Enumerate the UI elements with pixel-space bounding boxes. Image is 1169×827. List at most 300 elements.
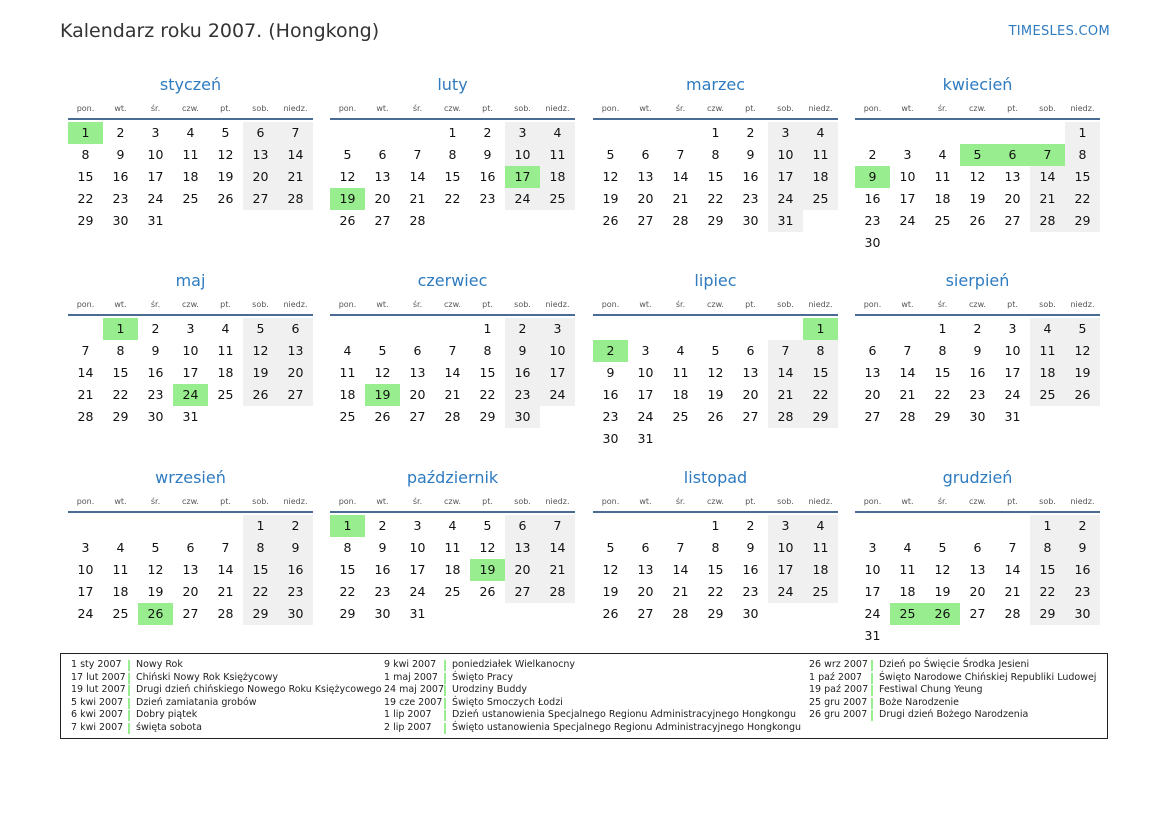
empty-cell [68, 318, 103, 340]
day-cell: 14 [672, 562, 689, 577]
weekday-label: sob. [252, 103, 269, 113]
day-cell: 22 [1030, 581, 1065, 603]
day-cell: 20 [505, 559, 540, 581]
empty-cell [925, 122, 960, 144]
holiday-day-cell: 6 [995, 144, 1030, 166]
week-row [593, 515, 838, 537]
weekday-label: czw. [969, 299, 986, 309]
empty-cell [803, 210, 838, 232]
day-cell: 8 [243, 537, 278, 559]
day-cell: 22 [243, 581, 278, 603]
day-cell: 11 [899, 562, 916, 577]
day-cell: 8 [803, 340, 838, 362]
weekday-label: śr. [937, 496, 948, 506]
day-cell: 1 [448, 125, 457, 140]
holiday-day-cell: 19 [330, 188, 365, 210]
day-cell: 10 [637, 365, 654, 380]
empty-cell [208, 210, 243, 232]
header-rule [330, 118, 575, 120]
weekday-label: niedz. [283, 496, 308, 506]
day-cell: 8 [483, 343, 492, 358]
day-cell: 21 [278, 166, 313, 188]
day-cell: 14 [409, 169, 426, 184]
day-cell: 2 [278, 515, 313, 537]
day-cell: 11 [540, 144, 575, 166]
empty-cell [925, 232, 960, 254]
day-cell: 7 [676, 147, 685, 162]
day-cell: 14 [444, 365, 461, 380]
day-cell: 30 [505, 406, 540, 428]
day-cell: 28 [672, 606, 689, 621]
day-cell: 17 [637, 387, 654, 402]
day-cell: 4 [186, 125, 195, 140]
day-cell: 24 [899, 213, 916, 228]
week-row [593, 559, 838, 581]
weekday-label: niedz. [1070, 299, 1095, 309]
week-row [855, 166, 1100, 188]
legend-name: Święto Narodowe Chińskiej Republiki Ludowej [879, 671, 1097, 683]
legend-date: 1 maj 2007 [384, 671, 438, 683]
day-cell: 15 [112, 365, 129, 380]
holiday-day-cell: 9 [855, 166, 890, 188]
day-cell: 28 [409, 213, 426, 228]
day-cell: 1 [1030, 515, 1065, 537]
legend-name: Święto Pracy [452, 671, 513, 683]
day-cell: 26 [217, 191, 234, 206]
empty-cell [435, 318, 470, 340]
day-cell: 21 [1030, 188, 1065, 210]
day-cell: 4 [938, 147, 947, 162]
weekday-label: sob. [777, 299, 794, 309]
day-cell: 5 [221, 125, 230, 140]
empty-cell [768, 603, 803, 625]
day-cell: 19 [1065, 362, 1100, 384]
day-cell: 16 [969, 365, 986, 380]
day-cell: 5 [243, 318, 278, 340]
day-cell: 11 [1030, 340, 1065, 362]
day-cell: 23 [742, 191, 759, 206]
day-cell: 22 [707, 584, 724, 599]
weekday-label: pt. [745, 496, 756, 506]
holiday-day-cell: 1 [330, 515, 365, 537]
day-cell: 17 [409, 562, 426, 577]
day-cell: 14 [672, 169, 689, 184]
legend-date: 5 kwi 2007 [71, 696, 124, 708]
legend-item [809, 659, 1096, 672]
week-row [68, 210, 313, 232]
week-row [855, 122, 1100, 144]
day-cell: 13 [409, 365, 426, 380]
week-row [855, 340, 1100, 362]
day-cell: 22 [77, 191, 94, 206]
day-cell: 17 [182, 365, 199, 380]
header-rule [68, 118, 313, 120]
day-cell: 24 [505, 188, 540, 210]
day-cell: 23 [1065, 581, 1100, 603]
day-cell: 13 [637, 562, 654, 577]
day-cell: 25 [803, 188, 838, 210]
weekday-label: sob. [252, 299, 269, 309]
day-cell: 27 [742, 409, 759, 424]
empty-cell [890, 122, 925, 144]
day-cell: 31 [409, 606, 426, 621]
header-rule [330, 314, 575, 316]
day-cell: 22 [1065, 188, 1100, 210]
day-cell: 8 [81, 147, 90, 162]
weekday-label: pt. [1007, 103, 1018, 113]
week-row [593, 318, 838, 340]
day-cell: 12 [602, 562, 619, 577]
day-cell: 20 [1004, 191, 1021, 206]
legend-marker [871, 710, 873, 721]
weekday-header [330, 294, 575, 314]
weekday-label: niedz. [808, 103, 833, 113]
day-cell: 23 [602, 409, 619, 424]
weekday-header [855, 491, 1100, 511]
month-8 [855, 268, 1100, 428]
day-cell: 16 [278, 559, 313, 581]
day-cell: 8 [343, 540, 352, 555]
legend-marker [871, 698, 873, 709]
day-cell: 16 [602, 387, 619, 402]
day-cell: 30 [602, 431, 619, 446]
day-cell: 7 [81, 343, 90, 358]
empty-cell [855, 318, 890, 340]
day-cell: 25 [444, 584, 461, 599]
day-cell: 8 [938, 343, 947, 358]
day-cell: 21 [1004, 584, 1021, 599]
empty-cell [995, 625, 1030, 647]
day-cell: 16 [1065, 559, 1100, 581]
day-cell: 3 [1008, 321, 1017, 336]
month-name: maj [175, 271, 206, 290]
week-row [593, 581, 838, 603]
weekday-label: wt. [376, 299, 389, 309]
header-rule [855, 314, 1100, 316]
day-cell: 19 [934, 584, 951, 599]
empty-cell [1065, 625, 1100, 647]
day-cell: 29 [1030, 603, 1065, 625]
weekday-label: niedz. [283, 299, 308, 309]
month-4 [855, 72, 1100, 254]
weekday-label: wt. [639, 299, 652, 309]
weekday-label: niedz. [545, 103, 570, 113]
weekday-label: wt. [114, 299, 127, 309]
week-row [855, 537, 1100, 559]
empty-cell [698, 318, 733, 340]
day-cell: 14 [77, 365, 94, 380]
day-cell: 3 [768, 515, 803, 537]
empty-cell [365, 318, 400, 340]
legend-name: Drugi dzień Bożego Narodzenia [879, 709, 1029, 721]
day-cell: 19 [243, 362, 278, 384]
empty-cell [995, 122, 1030, 144]
day-cell: 18 [182, 169, 199, 184]
weekday-label: niedz. [808, 496, 833, 506]
day-cell: 7 [278, 122, 313, 144]
day-cell: 17 [899, 191, 916, 206]
day-cell: 20 [742, 387, 759, 402]
day-cell: 10 [182, 343, 199, 358]
legend-name: Drugi dzień chińskiego Nowego Roku Księżycowego [136, 684, 382, 696]
day-cell: 21 [672, 191, 689, 206]
empty-cell [890, 625, 925, 647]
day-cell: 5 [711, 343, 720, 358]
empty-cell [505, 210, 540, 232]
legend-item [809, 697, 1096, 710]
day-cell: 3 [768, 122, 803, 144]
weekday-label: pt. [220, 299, 231, 309]
week-row [330, 210, 575, 232]
empty-cell [890, 318, 925, 340]
day-cell: 2 [483, 125, 492, 140]
day-cell: 17 [147, 169, 164, 184]
day-cell: 25 [934, 213, 951, 228]
day-cell: 3 [868, 540, 877, 555]
day-cell: 16 [479, 169, 496, 184]
weekday-label: wt. [639, 103, 652, 113]
day-cell: 15 [339, 562, 356, 577]
day-cell: 16 [864, 191, 881, 206]
empty-cell [628, 122, 663, 144]
day-cell: 14 [278, 144, 313, 166]
week-row [855, 559, 1100, 581]
weekday-label: sob. [1039, 299, 1056, 309]
day-cell: 10 [768, 144, 803, 166]
empty-cell [68, 515, 103, 537]
day-cell: 10 [864, 562, 881, 577]
weekday-label: pon. [338, 299, 357, 309]
day-cell: 21 [540, 559, 575, 581]
day-cell: 17 [540, 362, 575, 384]
day-cell: 20 [243, 166, 278, 188]
week-row [855, 188, 1100, 210]
week-row [68, 340, 313, 362]
weekday-label: pt. [482, 299, 493, 309]
weekday-label: pon. [338, 496, 357, 506]
day-cell: 5 [151, 540, 160, 555]
day-cell: 5 [378, 343, 387, 358]
empty-cell [540, 406, 575, 428]
legend-column [809, 659, 1096, 722]
weekday-label: pon. [863, 103, 882, 113]
day-cell: 12 [1065, 340, 1100, 362]
brand-link[interactable]: TIMESLES.COM [1008, 24, 1110, 39]
day-cell: 14 [1030, 166, 1065, 188]
day-cell: 29 [707, 606, 724, 621]
day-cell: 28 [217, 606, 234, 621]
day-cell: 11 [182, 147, 199, 162]
legend-date: 1 lip 2007 [384, 709, 432, 721]
weekday-label: wt. [901, 299, 914, 309]
day-cell: 13 [864, 365, 881, 380]
day-cell: 19 [147, 584, 164, 599]
day-cell: 10 [409, 540, 426, 555]
empty-cell [768, 318, 803, 340]
weekday-label: sob. [777, 103, 794, 113]
day-cell: 13 [243, 144, 278, 166]
day-cell: 1 [711, 125, 720, 140]
week-row [330, 603, 575, 625]
header-rule [855, 118, 1100, 120]
empty-cell [995, 232, 1030, 254]
weekday-label: czw. [182, 496, 199, 506]
empty-cell [470, 210, 505, 232]
day-cell: 6 [243, 122, 278, 144]
day-cell: 20 [864, 387, 881, 402]
day-cell: 25 [540, 188, 575, 210]
day-cell: 2 [973, 321, 982, 336]
weekday-label: pon. [76, 103, 95, 113]
day-cell: 26 [969, 213, 986, 228]
holiday-day-cell: 26 [925, 603, 960, 625]
day-cell: 4 [448, 518, 457, 533]
weekday-header [68, 294, 313, 314]
day-cell: 11 [444, 540, 461, 555]
empty-cell [628, 318, 663, 340]
day-cell: 15 [444, 169, 461, 184]
day-cell: 18 [444, 562, 461, 577]
legend-marker [871, 660, 873, 671]
day-cell: 9 [505, 340, 540, 362]
holiday-day-cell: 24 [173, 384, 208, 406]
day-cell: 28 [1030, 210, 1065, 232]
day-cell: 14 [540, 537, 575, 559]
weekday-label: śr. [412, 496, 423, 506]
empty-cell [768, 428, 803, 450]
legend-item [71, 709, 382, 722]
weekday-label: wt. [114, 103, 127, 113]
month-name: styczeń [159, 75, 222, 94]
legend-date: 6 kwi 2007 [71, 709, 124, 721]
day-cell: 27 [969, 606, 986, 621]
day-cell: 16 [742, 562, 759, 577]
weekday-label: śr. [675, 299, 686, 309]
day-cell: 5 [483, 518, 492, 533]
day-cell: 23 [864, 213, 881, 228]
empty-cell [365, 122, 400, 144]
day-cell: 9 [973, 343, 982, 358]
holiday-legend [60, 653, 1108, 739]
holiday-day-cell: 1 [103, 318, 138, 340]
day-cell: 13 [278, 340, 313, 362]
week-row [68, 603, 313, 625]
holiday-day-cell: 1 [803, 318, 838, 340]
weekday-label: niedz. [1070, 496, 1095, 506]
day-cell: 10 [505, 144, 540, 166]
day-cell: 27 [243, 188, 278, 210]
empty-cell [208, 515, 243, 537]
weekday-label: niedz. [283, 103, 308, 113]
day-cell: 23 [374, 584, 391, 599]
legend-item [71, 697, 382, 710]
legend-name: Dzień zamiatania grobów [136, 696, 257, 708]
day-cell: 29 [77, 213, 94, 228]
day-cell: 21 [77, 387, 94, 402]
month-name: kwiecień [942, 75, 1013, 94]
day-cell: 26 [479, 584, 496, 599]
month-name: listopad [683, 468, 748, 487]
week-row [68, 559, 313, 581]
day-cell: 7 [768, 340, 803, 362]
day-cell: 23 [112, 191, 129, 206]
legend-marker [444, 698, 446, 709]
day-cell: 13 [742, 365, 759, 380]
week-row [330, 144, 575, 166]
legend-date: 17 lut 2007 [71, 671, 126, 683]
empty-cell [470, 603, 505, 625]
legend-date: 24 maj 2007 [384, 684, 445, 696]
month-name: marzec [685, 75, 745, 94]
day-cell: 14 [217, 562, 234, 577]
empty-cell [628, 515, 663, 537]
day-cell: 12 [479, 540, 496, 555]
empty-cell [803, 603, 838, 625]
empty-cell [960, 232, 995, 254]
legend-name: Boże Narodzenie [879, 696, 959, 708]
day-cell: 19 [969, 191, 986, 206]
day-cell: 4 [803, 122, 838, 144]
day-cell: 16 [147, 365, 164, 380]
day-cell: 4 [540, 122, 575, 144]
weekday-label: sob. [252, 496, 269, 506]
weekday-label: wt. [901, 496, 914, 506]
day-cell: 19 [217, 169, 234, 184]
day-cell: 14 [768, 362, 803, 384]
empty-cell [960, 122, 995, 144]
empty-cell [1030, 406, 1065, 428]
header-rule [330, 511, 575, 513]
weekday-label: pon. [601, 103, 620, 113]
legend-marker [444, 710, 446, 721]
day-cell: 24 [77, 606, 94, 621]
empty-cell [593, 515, 628, 537]
legend-item [384, 659, 801, 672]
legend-date: 1 sty 2007 [71, 659, 122, 670]
empty-cell [173, 515, 208, 537]
day-cell: 29 [934, 409, 951, 424]
weekday-label: sob. [1039, 103, 1056, 113]
day-cell: 27 [374, 213, 391, 228]
day-cell: 31 [182, 409, 199, 424]
month-1 [68, 72, 313, 232]
day-cell: 15 [803, 362, 838, 384]
week-row [593, 362, 838, 384]
day-cell: 18 [1030, 362, 1065, 384]
day-cell: 24 [864, 606, 881, 621]
day-cell: 29 [243, 603, 278, 625]
weekday-label: czw. [969, 496, 986, 506]
empty-cell [435, 210, 470, 232]
day-cell: 18 [540, 166, 575, 188]
legend-marker [128, 685, 130, 696]
day-cell: 20 [409, 387, 426, 402]
week-row [855, 232, 1100, 254]
day-cell: 18 [112, 584, 129, 599]
weekday-header [593, 491, 838, 511]
day-cell: 22 [934, 387, 951, 402]
day-cell: 28 [768, 406, 803, 428]
empty-cell [663, 318, 698, 340]
day-cell: 19 [707, 387, 724, 402]
week-row [593, 428, 838, 450]
day-cell: 4 [343, 343, 352, 358]
day-cell: 30 [742, 606, 759, 621]
weekday-header [68, 98, 313, 118]
day-cell: 5 [606, 147, 615, 162]
legend-column [384, 659, 801, 735]
day-cell: 6 [746, 343, 755, 358]
